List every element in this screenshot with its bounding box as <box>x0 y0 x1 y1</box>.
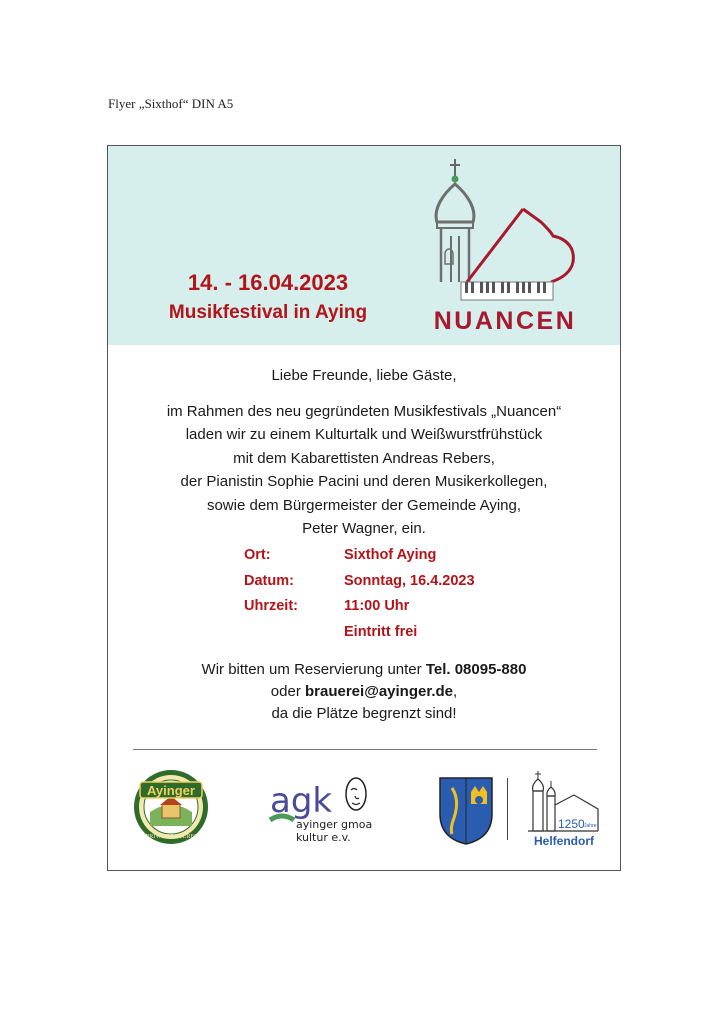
helfendorf-name: Helfendorf <box>534 834 594 848</box>
agk-logo <box>268 772 398 852</box>
agk-logo-line2: kultur e.v. <box>296 831 351 844</box>
detail-row-location <box>244 547 544 573</box>
detail-label <box>244 624 344 650</box>
detail-label: Ort: <box>244 547 271 563</box>
divider <box>133 749 597 750</box>
detail-value: Sonntag, 16.4.2023 <box>344 572 475 589</box>
invitation-line: der Pianistin Sophie Pacini und deren Musikerkollegen, <box>180 473 548 491</box>
detail-value: 11:00 Uhr <box>344 598 410 615</box>
helfendorf-logo <box>518 769 600 853</box>
invitation-line: im Rahmen des neu gegründeten Musikfestivals „Nuancen“ <box>166 403 562 420</box>
phone-number[interactable]: Tel. 08095-880 <box>425 661 527 678</box>
reservation-info <box>108 659 620 725</box>
reservation-text: oder <box>270 683 305 700</box>
nuancen-logo <box>423 154 588 334</box>
invitation-line: laden wir zu einem Kulturtalk und Weißwurstfrühstück <box>185 426 543 444</box>
reservation-line-3: da die Plätze begrenzt sind! <box>271 705 457 722</box>
festival-title: Musikfestival in Aying <box>168 302 368 323</box>
nuancen-logo-text: NUANCEN <box>433 307 577 334</box>
reservation-text: Wir bitten um Reservierung unter <box>201 661 426 678</box>
ayinger-logo <box>132 768 210 846</box>
invitation-line: sowie dem Bürgermeister der Gemeinde Aying, <box>206 496 522 514</box>
logo-separator <box>507 778 508 840</box>
festival-dates: 14. - 16.04.2023 <box>187 270 349 295</box>
helfendorf-jahre: Jahre <box>584 823 597 829</box>
agk-logo-line1: ayinger gmoa <box>296 818 373 831</box>
reservation-text: , <box>453 683 458 700</box>
detail-value: Sixthof Aying <box>344 547 437 563</box>
detail-row-date <box>244 573 544 599</box>
flyer <box>107 145 621 871</box>
document-label: Flyer „Sixthof“ DIN A5 <box>108 96 234 111</box>
invitation-line: Peter Wagner, ein. <box>302 520 426 538</box>
invitation-paragraph <box>108 400 620 540</box>
event-details <box>244 547 544 649</box>
detail-row-admission <box>244 624 544 650</box>
reservation-line-2 <box>108 681 620 703</box>
aying-coat-of-arms-icon <box>438 776 494 846</box>
reservation-line-1 <box>108 659 620 681</box>
detail-row-time <box>244 598 544 624</box>
greeting: Liebe Freunde, liebe Gäste, <box>271 367 457 384</box>
flyer-header <box>108 146 620 345</box>
invitation-line: mit dem Kabarettisten Andreas Rebers, <box>233 449 495 467</box>
helfendorf-number: 1250 <box>558 817 585 831</box>
email-link[interactable]: brauerei@ayinger.de <box>305 683 454 700</box>
detail-label: Uhrzeit: <box>244 598 298 615</box>
ayinger-logo-ring: PRIVATBRAUEREI <box>145 834 197 840</box>
agk-logo-letters: agk <box>270 781 333 821</box>
detail-label: Datum: <box>244 572 294 589</box>
detail-value: Eintritt frei <box>344 623 418 640</box>
ayinger-logo-name: Ayinger <box>147 783 195 798</box>
